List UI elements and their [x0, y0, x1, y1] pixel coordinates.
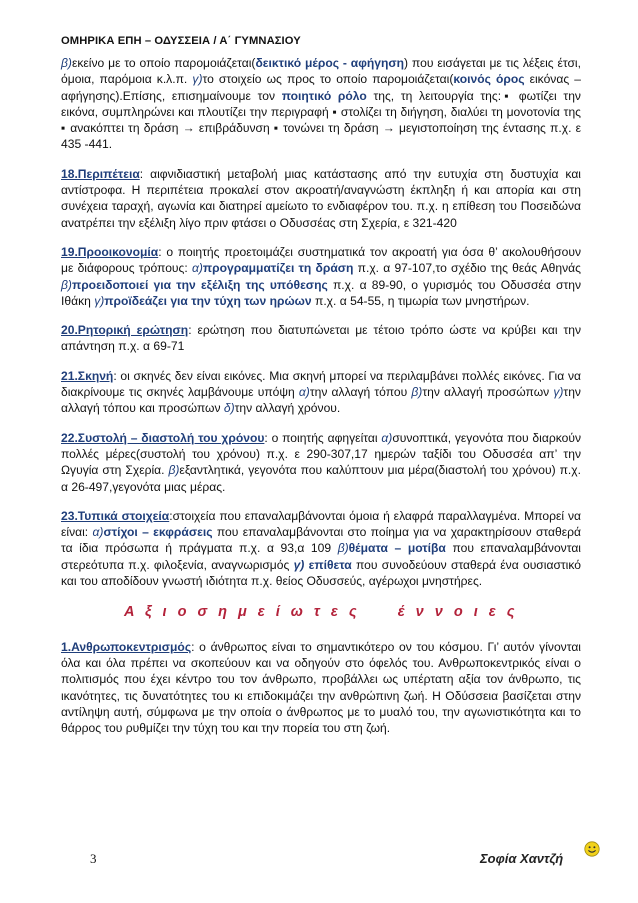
section-23-text-1: :στοιχεία που επαναλαμβάνονται όμοια ή ελαφρά παραλλαγμένα. Μπορεί να είναι:: [61, 508, 581, 540]
section-heading-notable-concepts: Α ξ ι ο σ η μ ε ί ω τ ε ς έ ν ν ο ι ε ς: [124, 604, 518, 621]
section-18-text: : αιφνιδιαστική μεταβολή μιας κατάστασης από την ευτυχία στη δυστυχία και αντίστροφα. Η περιπέτεια προκαλεί στον ακροατή/αναγνώστη έκπληξη ή και απορία και στη συνέχεια ταραχή, αγωνία και διατηρεί αμείωτο το ενδιαφέρον του. π.χ. η επίθεση του Ποσειδώνα ανατρέπει την εξέλιξη λίγο πριν φτάσει ο Οδυσσέας στη Σχερία, ε 321-420: [61, 166, 581, 230]
section-23: [61, 508, 581, 589]
section-23-term-3: επίθετα: [304, 557, 352, 572]
section-19: [61, 244, 581, 309]
page-number: 3: [90, 851, 97, 866]
intro-term-deiktiko: δεικτικό μέρος - αφήγηση: [255, 56, 405, 70]
marker-a: α): [381, 430, 393, 445]
concept-1-title: 1.Ανθρωποκεντρισμός: [61, 639, 192, 654]
author-name: Σοφία Χαντζή: [480, 851, 564, 866]
marker-c: γ): [192, 72, 203, 87]
marker-b: β): [337, 541, 349, 556]
section-19-term-2: προειδοποιεί για την εξέλιξη της υπόθεσης: [71, 277, 328, 292]
marker-c: γ): [94, 293, 105, 308]
section-23-title: 23.Τυπικά στοιχεία: [61, 508, 170, 523]
section-18-title: 18.Περιπέτεια: [61, 166, 140, 181]
section-20: [61, 322, 581, 355]
intro-paragraph: [61, 55, 581, 153]
page-content: [61, 55, 581, 736]
intro-text-4: εικόνας –αφήγησης).Επίσης, επισημαίνουμε τον: [61, 72, 581, 103]
intro-text-5: της, τη λειτουργία της:▪ φωτίζει την εικόνα, συμπληρώνει και πλουτίζει την περιγραφή ▪ στολίζει τη διήγηση, διαλύει τη μονοτονία της ▪ ανακόπτει τη δράση → επιβράδυνση ▪ τονώνει τη δράση → μεγιστοποίηση της έντασης π.χ. ε 435 -441.: [61, 88, 581, 152]
section-22-title: 22.Συστολή – διαστολή του χρόνου: [61, 430, 265, 445]
section-19-term-1: προγραμματίζει τη δράση: [202, 261, 354, 276]
section-23-text-2: που επαναλαμβάνονται στο ποίημα για να χαρακτηρίσουν σταθερά τα ίδια πρόσωπα ή πράγματα π.χ. α 93,α 109: [61, 525, 581, 556]
section-22-text-3: εξαντλητικά, γεγονότα που καλύπτουν μια μέρα(διαστολή του χρόνου) π.χ. α 26-497,γεγονότα μιας μέρας.: [61, 463, 581, 494]
section-19-text-2: π.χ. α 97-107,το σχέδιο της θεάς Αθηνάς: [353, 261, 581, 276]
section-19-text-1: : ο ποιητής προετοιμάζει συστηματικά τον ακροατή για όσα θ’ ακολουθήσουν με διάφορους τρόπους:: [61, 244, 581, 276]
marker-a: α): [298, 385, 310, 400]
marker-b: β): [411, 385, 423, 400]
intro-text-1: εκείνο με το οποίο παρομοιάζεται(: [71, 56, 256, 70]
section-20-title: 20.Ρητορική ερώτηση: [61, 323, 189, 338]
intro-term-koinos-oros: κοινός όρος: [453, 72, 525, 87]
marker-c: γ): [293, 557, 305, 572]
marker-b: β): [61, 56, 72, 70]
intro-term-poiitikos-rolos: ποιητικό ρόλο: [281, 88, 367, 103]
section-21-text-1: : οι σκηνές δεν είναι εικόνες. Μια σκηνή μπορεί να περιλαμβάνει πολλές εικόνες. Για να διακρίνουμε τις σκηνές λαμβάνουμε υπόψη: [61, 368, 581, 400]
section-19-title: 19.Προοικονομία: [61, 244, 159, 259]
marker-d: δ): [223, 401, 235, 416]
intro-text-3: το στοιχείο ως προς το οποίο παρομοιάζεται(: [202, 72, 454, 87]
marker-c: γ): [553, 385, 564, 400]
section-19-text-3: π.χ. α 89-90, ο γυρισμός του Οδυσσέα στην Ιθάκη: [61, 277, 581, 308]
marker-b: β): [61, 277, 72, 292]
section-21-title: 21.Σκηνή: [61, 368, 114, 383]
concept-1-text: : ο άνθρωπος είναι το σημαντικότερο ον του κόσμου. Γι’ αυτόν γίνονται όλα και όλα πρέπει να σκοπεύουν και να οδηγούν στο όφελός του. Ανθρωποκεντρικός είναι ο πολιτισμός που έχει κέντρο του τον άνθρωπο, προβάλλει ως υπέρτατη αξία τον άνθρωπο, τις ικανότητες, τις δυνατότητες του κι επιδοκιμάζει την ανθρώπινη ζωή. Η Οδύσσεια βασίζεται στην αντίληψη αυτή, σύμφωνα με την οποία ο άνθρωπος με το μυαλό του, την αγωνιστικότητα και το θάρρος του ρυθμίζει την τύχη του και την πορεία του στη ζωή.: [61, 639, 581, 736]
section-20-text: : ερώτηση που διατυπώνεται με τέτοιο τρόπο ώστε να κρύβει και την απάντηση π.χ. α 69-71: [61, 323, 582, 354]
page-header: ΟΜΗΡΙΚΑ ΕΠΗ – ΟΔΥΣΣΕΙΑ / Α΄ ΓΥΜΝΑΣΙΟΥ: [61, 35, 301, 47]
section-21-text-5: την αλλαγή χρόνου.: [234, 401, 341, 416]
section-23-text-4: που συνοδεύουν σταθερά ένα ουσιαστικό και του αποδίδουν γνωστή ιδιότητα π.χ. θείος Οδυσσεύς, αγέρωχοι μνηστήρες.: [61, 557, 581, 589]
section-23-term-1: στίχοι – εκφράσεις: [103, 525, 213, 540]
smiley-face-icon: [584, 841, 600, 857]
concept-1: [61, 639, 581, 737]
marker-b: β): [168, 463, 180, 478]
section-21-text-3: την αλλαγή προσώπων: [422, 385, 554, 400]
section-23-text-3: που επαναλαμβάνονται στερεότυπα π.χ. φιλοξενία, αναγνωρισμός: [61, 541, 581, 572]
section-23-term-2: θέματα – μοτίβα: [348, 541, 446, 556]
section-22: [61, 430, 581, 495]
intro-text-2: ) που εισάγεται με τις λέξεις έτσι, όμοια, παρόμοια κ.λ.π.: [61, 56, 581, 87]
section-21: [61, 368, 581, 417]
section-22-text-2: συνοπτικά, γεγονότα που διαρκούν πολλές μέρες(συστολή του χρόνου) π.χ. ε 290-307,17 ημερών ταξίδι του Οδυσσέα απ’ την Ωγυγία στη Σχερία.: [61, 430, 582, 478]
marker-a: α): [92, 525, 104, 540]
marker-a: α): [191, 261, 203, 276]
section-19-text-4: π.χ. α 54-55, η τιμωρία των μνηστήρων.: [311, 293, 530, 308]
section-21-text-4: την αλλαγή τόπου και προσώπων: [61, 385, 581, 416]
section-22-text-1: : ο ποιητής αφηγείται: [264, 430, 382, 445]
section-21-text-2: την αλλαγή τόπου: [309, 385, 412, 400]
section-18: [61, 166, 581, 231]
section-19-term-3: προϊδεάζει για την τύχη των ηρώων: [104, 293, 312, 308]
